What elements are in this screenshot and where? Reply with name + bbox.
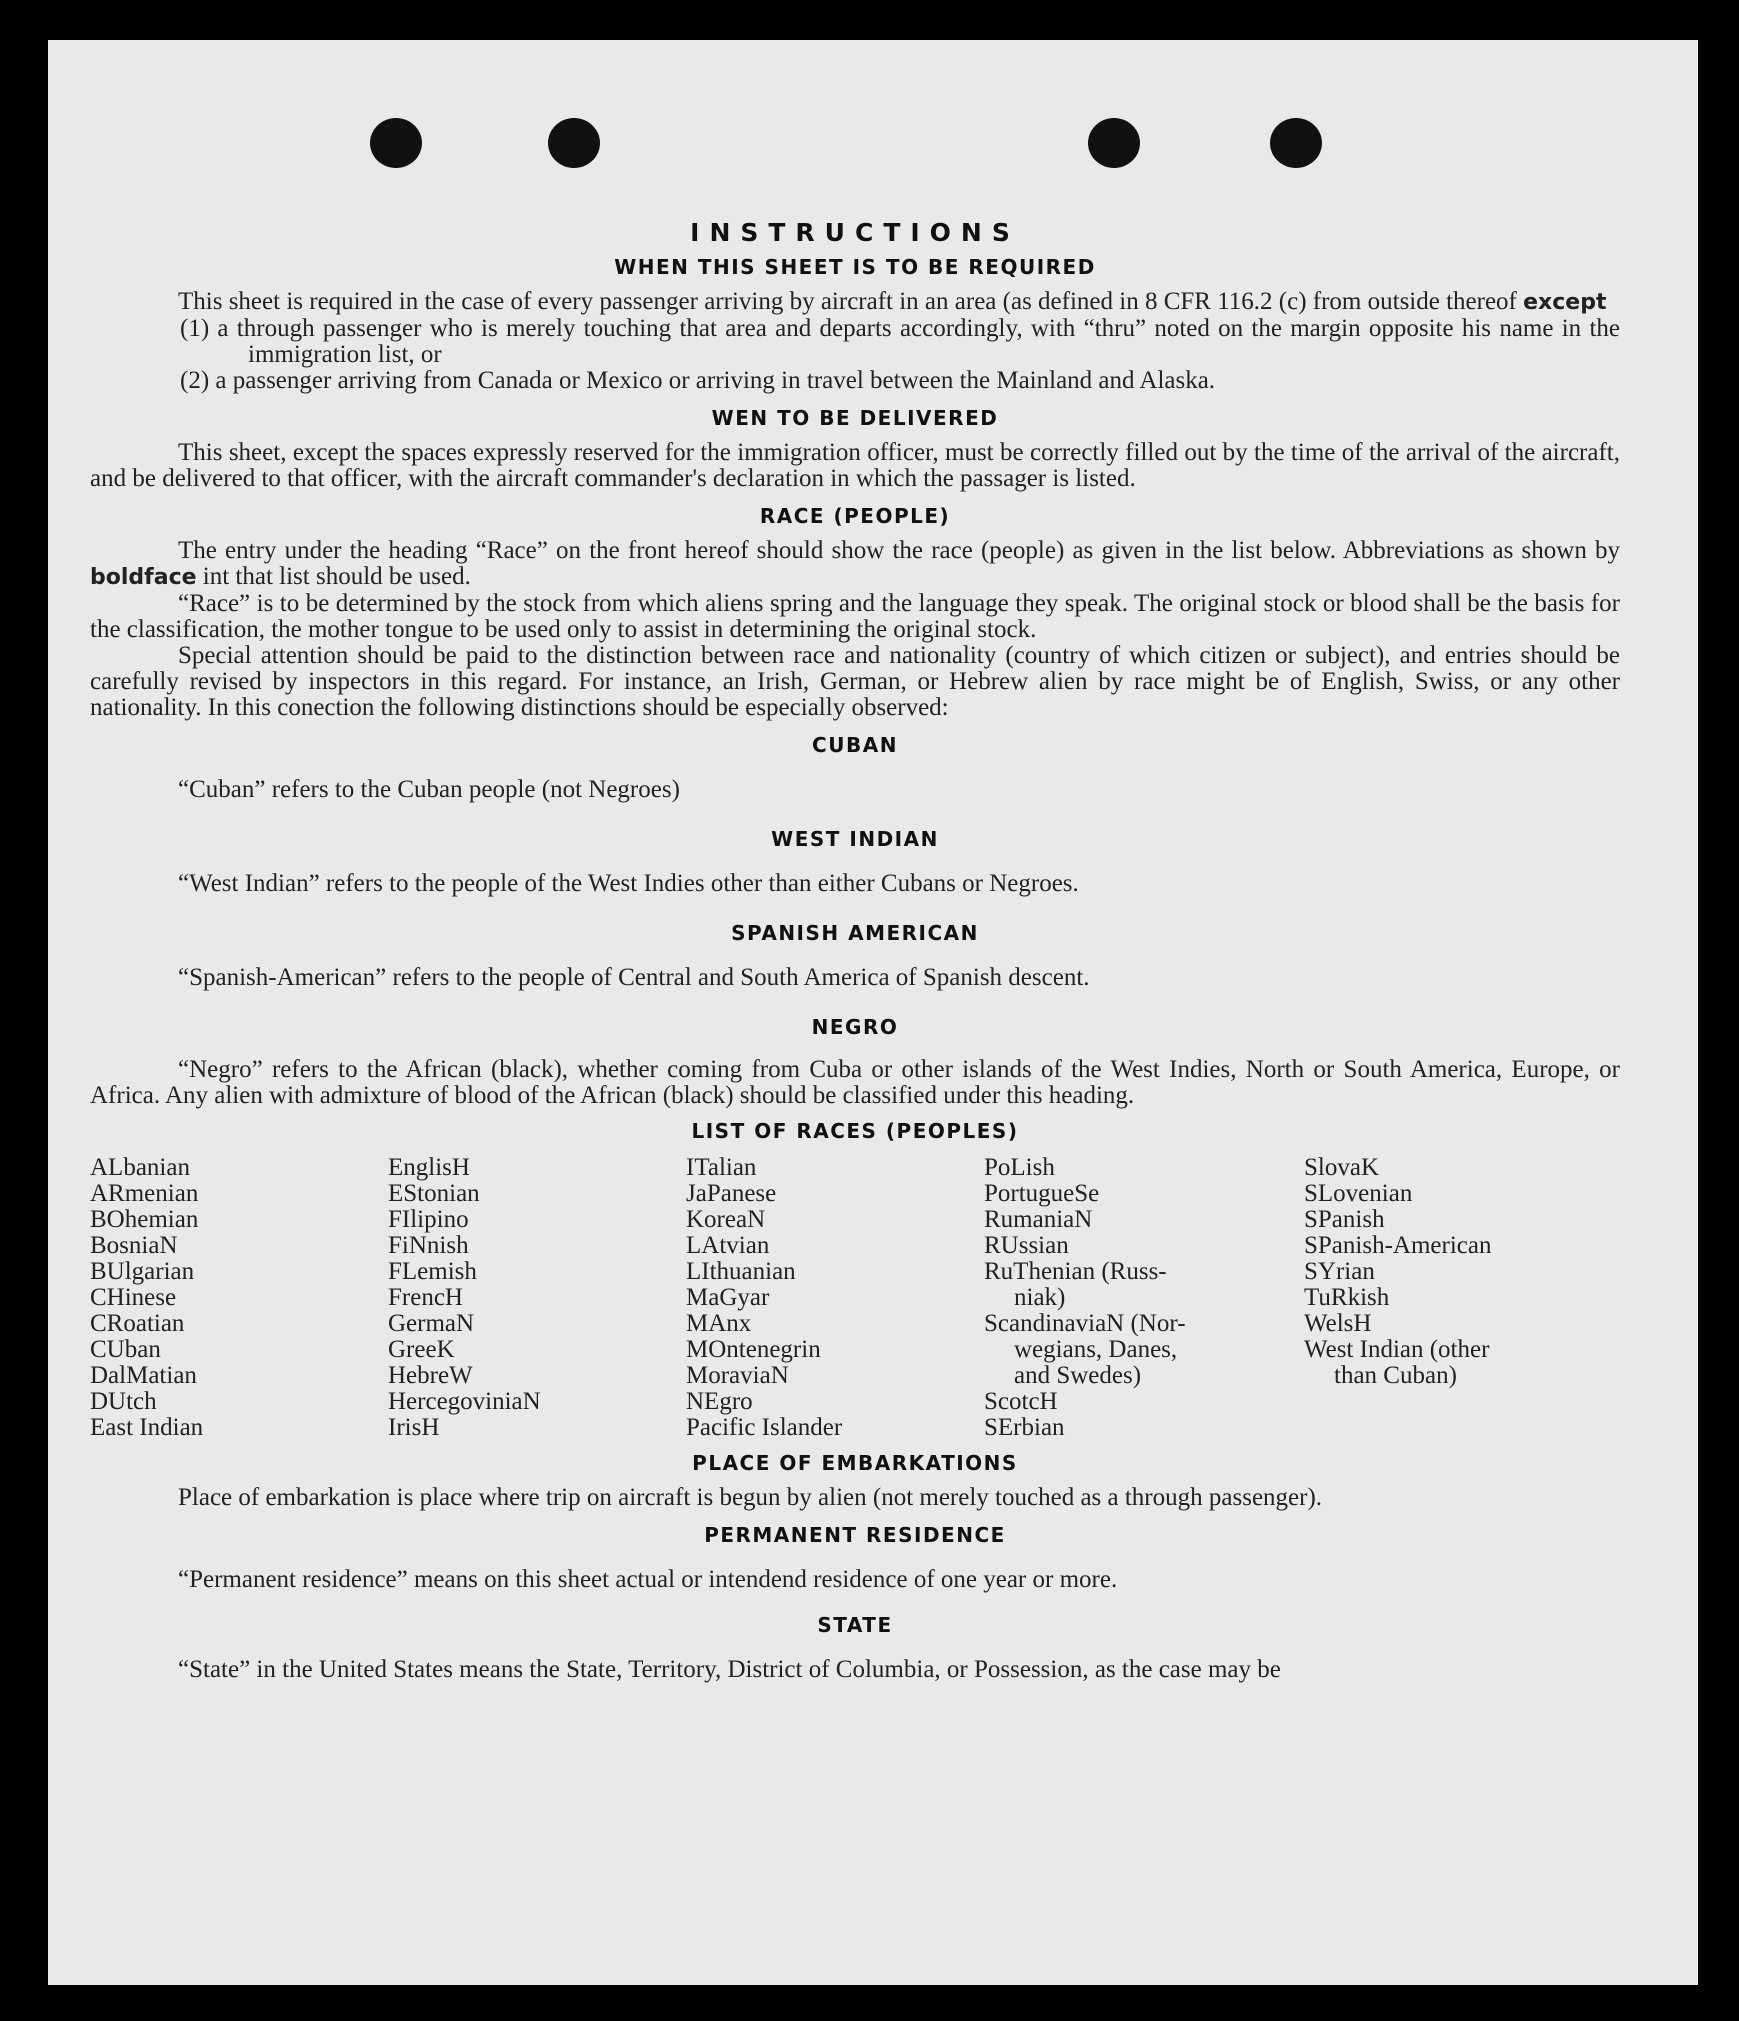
race-item: FiNnish xyxy=(388,1232,469,1259)
race-item: KoreaN xyxy=(686,1206,766,1233)
race-item: DalMatian xyxy=(90,1362,197,1389)
punch-hole xyxy=(1088,118,1140,168)
paragraph: Place of embarkation is place where trip on aircraft is begun by alien (not merely touched as a through passenger). xyxy=(178,1484,1323,1511)
race-item: SPanish-American xyxy=(1304,1232,1492,1259)
race-item: FLemish xyxy=(388,1258,477,1285)
races-column xyxy=(1304,1155,1564,1441)
race-item: JaPanese xyxy=(686,1180,777,1207)
race-item: ARmenian xyxy=(90,1180,199,1207)
paragraph-text: This sheet is required in the case of every passenger arriving by aircraft in an area (as defined in 8 CFR 116.2 (c) from outside thereof xyxy=(178,288,1524,315)
paragraph: “Spanish-American” refers to the people of Central and South America of Spanish descent. xyxy=(178,964,1090,991)
section-heading: STATE xyxy=(817,1613,893,1637)
bold-text: except xyxy=(1523,290,1607,315)
race-item: FrencH xyxy=(388,1284,463,1311)
races-list xyxy=(90,1155,1620,1441)
races-column xyxy=(686,1155,984,1441)
paragraph-text: The entry under the heading “Race” on the front hereof should show the race (people) as given in the list below. Abbreviations as shown by xyxy=(178,537,1620,564)
section-heading: WEST INDIAN xyxy=(771,827,939,851)
race-item: DUtch xyxy=(90,1388,157,1415)
race-item: wegians, Danes, xyxy=(1014,1336,1178,1363)
race-item: SYrian xyxy=(1304,1258,1375,1285)
race-item: SLovenian xyxy=(1304,1180,1413,1207)
race-item: WelsH xyxy=(1304,1310,1372,1337)
section-heading: WHEN THIS SHEET IS TO BE REQUIRED xyxy=(614,255,1096,279)
paragraph: “Cuban” refers to the Cuban people (not Negroes) xyxy=(178,776,680,803)
paragraph: “West Indian” refers to the people of the West Indies other than either Cubans or Negroes. xyxy=(178,870,1079,897)
section-heading: PLACE OF EMBARKATIONS xyxy=(692,1451,1018,1475)
race-item: ScotcH xyxy=(984,1388,1058,1415)
race-item: SPanish xyxy=(1304,1206,1385,1233)
race-item: BOhemian xyxy=(90,1206,199,1233)
section-heading: PERMANENT RESIDENCE xyxy=(704,1523,1006,1547)
race-item: FIlipino xyxy=(388,1206,469,1233)
race-item: MAnx xyxy=(686,1310,752,1337)
race-item: LIthuanian xyxy=(686,1258,796,1285)
section-heading: RACE (PEOPLE) xyxy=(759,504,951,528)
paragraph xyxy=(90,289,1620,316)
paragraph: This sheet, except the spaces expressly reserved for the immigration officer, must be correctly filled out by the time of the arrival of the aircraft, and be delivered to that officer, with the aircraft commander's declaration in which the passager is listed. xyxy=(90,439,1620,492)
races-column xyxy=(90,1155,388,1441)
paragraph: “Permanent residence” means on this sheet actual or intendend residence of one year or more. xyxy=(178,1566,1118,1593)
race-item: LAtvian xyxy=(686,1232,770,1259)
paragraph: Special attention should be paid to the distinction between race and nationality (country of which citizen or subject), and entries should be carefully revised by inspectors in this regard. For instance, an Irish, German, or Hebrew alien by race might be of English, Swiss, or any other nationality. In this conection the following distinctions should be especially observed: xyxy=(90,642,1620,721)
race-item: TuRkish xyxy=(1304,1284,1390,1311)
page-title: INSTRUCTIONS xyxy=(690,218,1020,247)
punch-hole xyxy=(370,118,422,168)
race-item: HebreW xyxy=(388,1362,473,1389)
race-item: EnglisH xyxy=(388,1154,470,1181)
race-item: CHinese xyxy=(90,1284,177,1311)
race-item: than Cuban) xyxy=(1334,1362,1457,1389)
paragraph-text: int that list should be used. xyxy=(196,563,471,590)
paragraph xyxy=(90,538,1620,591)
race-item: BUlgarian xyxy=(90,1258,195,1285)
race-item: SErbian xyxy=(984,1414,1065,1441)
race-item: IrisH xyxy=(388,1414,440,1441)
paragraph: “Race” is to be determined by the stock from which aliens spring and the language they speak. The original stock or blood shall be the basis for the classification, the mother tongue to be used only to assist in determining the original stock. xyxy=(90,590,1620,643)
document-sheet xyxy=(48,40,1698,1985)
race-item: GermaN xyxy=(388,1310,475,1337)
race-item: CRoatian xyxy=(90,1310,185,1337)
bold-text: boldface xyxy=(90,565,197,590)
instructions-content xyxy=(90,170,1620,1683)
race-item: PoLish xyxy=(984,1154,1055,1181)
paragraph: “Negro” refers to the African (black), whether coming from Cuba or other islands of the West Indies, North or South America, Europe, or Africa. Any alien with admixture of blood of the African (black) should be classified under this heading. xyxy=(90,1056,1620,1109)
race-item: niak) xyxy=(1014,1284,1066,1311)
race-item: HercegoviniaN xyxy=(388,1388,541,1415)
race-item: GreeK xyxy=(388,1336,455,1363)
paragraph: “State” in the United States means the State, Territory, District of Columbia, or Possession, as the case may be xyxy=(178,1656,1281,1683)
race-item: NEgro xyxy=(686,1388,753,1415)
race-item: RumaniaN xyxy=(984,1206,1093,1233)
races-column xyxy=(388,1155,686,1441)
race-item: MaGyar xyxy=(686,1284,770,1311)
section-heading: WEN TO BE DELIVERED xyxy=(711,406,999,430)
race-item: Pacific Islander xyxy=(686,1414,843,1441)
race-item: East Indian xyxy=(90,1414,204,1441)
race-item: EStonian xyxy=(388,1180,480,1207)
race-item: MOntenegrin xyxy=(686,1336,821,1363)
race-item: ALbanian xyxy=(90,1154,190,1181)
punch-hole xyxy=(548,118,600,168)
race-item: and Swedes) xyxy=(1014,1362,1142,1389)
numbered-item: (2) a passenger arriving from Canada or Mexico or arriving in travel between the Mainland and Alaska. xyxy=(180,367,1216,394)
numbered-item: (1) a through passenger who is merely touching that area and departs accordingly, with “thru” noted on the margin opposite his name in the immigration list, or xyxy=(180,315,1620,368)
section-heading: CUBAN xyxy=(812,733,898,757)
race-item: CUban xyxy=(90,1336,161,1363)
section-heading: SPANISH AMERICAN xyxy=(731,921,979,945)
race-item: SlovaK xyxy=(1304,1154,1379,1181)
race-item: RuThenian (Russ- xyxy=(984,1258,1167,1285)
section-heading: NEGRO xyxy=(811,1015,899,1039)
punch-hole xyxy=(1270,118,1322,168)
race-item: RUssian xyxy=(984,1232,1069,1259)
race-item: ITalian xyxy=(686,1154,757,1181)
race-item: MoraviaN xyxy=(686,1362,789,1389)
race-item: West Indian (other xyxy=(1304,1336,1490,1363)
race-item: BosniaN xyxy=(90,1232,178,1259)
race-item: PortugueSe xyxy=(984,1180,1100,1207)
section-heading: LIST OF RACES (PEOPLES) xyxy=(691,1119,1019,1143)
races-column xyxy=(984,1155,1304,1441)
race-item: ScandinaviaN (Nor- xyxy=(984,1310,1186,1337)
